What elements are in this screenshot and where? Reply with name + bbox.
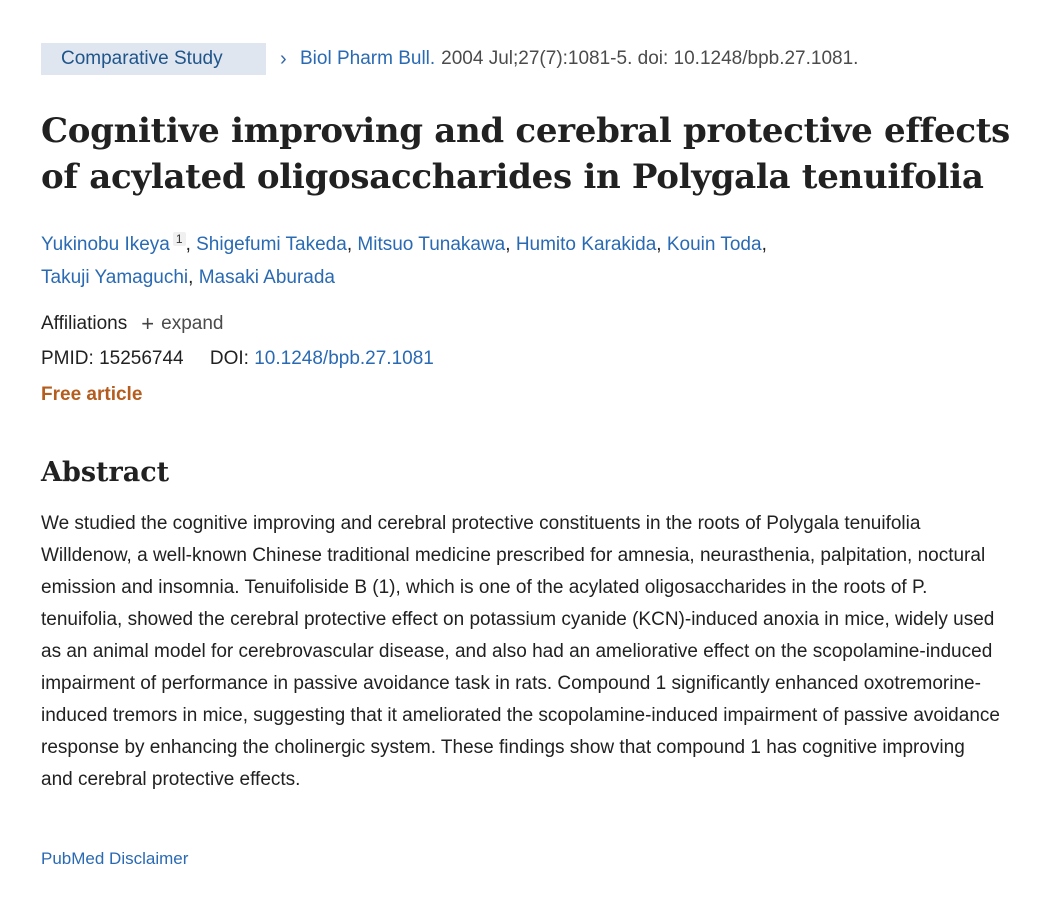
article-type-badge[interactable]: Comparative Study <box>41 43 266 75</box>
author-separator: , <box>346 234 353 255</box>
pmid-label: PMID: <box>41 348 94 369</box>
author-link[interactable]: Shigefumi Takeda <box>196 234 347 255</box>
author-link[interactable]: Yukinobu Ikeya <box>41 234 170 255</box>
author-link[interactable]: Masaki Aburada <box>198 267 335 288</box>
author-separator: , <box>656 234 662 255</box>
citation-text: 2004 Jul;27(7):1081-5. doi: 10.1248/bpb.27.1081. <box>441 48 859 69</box>
author-separator: , <box>761 234 767 255</box>
plus-icon: + <box>141 311 155 336</box>
chevron-right-icon: › <box>280 48 287 70</box>
author-link[interactable]: Kouin Toda <box>666 234 762 255</box>
journal-link[interactable]: Biol Pharm Bull. <box>300 48 436 69</box>
identifiers-row <box>41 346 434 372</box>
author-separator: , <box>188 267 194 288</box>
author-list <box>41 228 1001 294</box>
abstract-text: We studied the cognitive improving and cerebral protective constituents in the roots of Polygala tenuifolia Willdenow, a well-known Chinese traditional medicine prescribed for amnesia, neurasthenia, palpitation, noctural emission and insomnia. Tenuifoliside B (1), which is one of the acylated oligosaccharides in the roots of P. tenuifolia, showed the cerebral protective effect on potassium cyanide (KCN)-induced anoxia in mice, widely used as an animal model for cerebrovascular disease, and also had an ameliorative effect on the scopolamine-induced impairment of performance in passive avoidance task in rats. Compound 1 significantly enhanced oxotremorine-induced tremors in mice, suggesting that it ameliorated the scopolamine-induced impairment of passive avoidance response by enhancing the cholinergic system. These findings show that compound 1 has cognitive improving and cerebral protective effects. <box>41 513 1000 790</box>
author-separator: , <box>185 234 191 255</box>
expand-label: expand <box>161 313 224 334</box>
article-meta-row <box>41 43 858 75</box>
doi-link[interactable]: 10.1248/bpb.27.1081 <box>254 348 434 369</box>
pmid-value: 15256744 <box>99 348 184 369</box>
free-article-label: Free article <box>41 384 143 405</box>
pubmed-disclaimer-link[interactable]: PubMed Disclaimer <box>41 849 189 868</box>
author-link[interactable]: Mitsuo Tunakawa <box>357 234 506 255</box>
affiliation-ref-badge[interactable]: 1 <box>173 232 186 246</box>
affiliations-label: Affiliations <box>41 313 128 334</box>
affiliations-toggle[interactable] <box>41 311 223 337</box>
abstract-heading: Abstract <box>41 457 170 488</box>
author-link[interactable]: Humito Karakida <box>515 234 657 255</box>
doi-label: DOI: <box>209 348 249 369</box>
author-link[interactable]: Takuji Yamaguchi <box>41 267 189 288</box>
article-title: Cognitive improving and cerebral protective effects of acylated oligosaccharides in Polygala tenuifolia <box>41 111 1010 197</box>
author-separator: , <box>505 234 511 255</box>
